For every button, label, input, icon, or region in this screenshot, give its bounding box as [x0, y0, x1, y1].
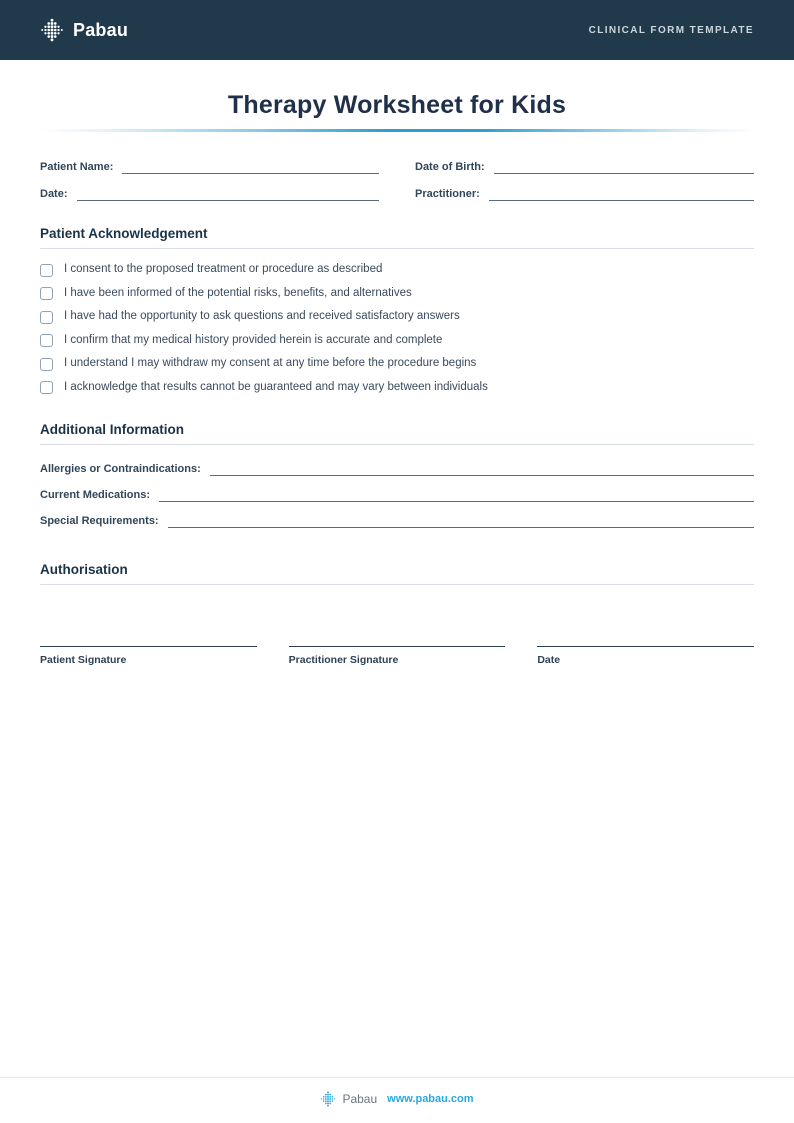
current-medications-input-line[interactable]: [159, 487, 754, 502]
field-practitioner: [415, 186, 754, 201]
field-label: Patient Name:: [40, 161, 114, 173]
checkbox-label: I acknowledge that results cannot be guaranteed and may vary between individuals: [64, 380, 488, 393]
checkbox-label: I understand I may withdraw my consent at any time before the procedure begins: [64, 357, 477, 370]
section-heading: Additional Information: [40, 422, 754, 445]
field-label: Date of Birth:: [415, 161, 485, 173]
date-signature-block: [537, 646, 754, 666]
checkbox[interactable]: [40, 381, 53, 394]
checkbox[interactable]: [40, 311, 53, 324]
checklist-item: [40, 263, 754, 277]
patient-name-input-line[interactable]: [122, 159, 379, 174]
checkbox[interactable]: [40, 264, 53, 277]
section-heading: Authorisation: [40, 562, 754, 585]
checkbox-label: I confirm that my medical history provided herein is accurate and complete: [64, 333, 443, 346]
field-patient-name: [40, 159, 379, 174]
section-additional-information: [40, 422, 754, 528]
checklist-item: [40, 334, 754, 348]
practitioner-signature-block: [289, 646, 506, 666]
footer-brand: [320, 1091, 377, 1107]
field-date: [40, 186, 379, 201]
checklist-item: [40, 310, 754, 324]
field-label: Current Medications:: [40, 488, 151, 501]
date-of-birth-input-line[interactable]: [494, 159, 754, 174]
checkbox-label: I consent to the proposed treatment or procedure as described: [64, 263, 383, 276]
date-input-line[interactable]: [77, 186, 379, 201]
signature-label: Patient Signature: [40, 653, 127, 666]
checkbox-label: I have had the opportunity to ask questions and received satisfactory answers: [64, 310, 460, 323]
checklist-item: [40, 381, 754, 395]
checkbox[interactable]: [40, 287, 53, 300]
patient-signature-block: [40, 646, 257, 666]
signature-date-line[interactable]: [537, 646, 754, 647]
brand: [40, 18, 128, 42]
pabau-logo-icon: [320, 1091, 336, 1107]
signature-row: [40, 646, 754, 666]
section-patient-acknowledgement: [40, 226, 754, 395]
section-heading: Patient Acknowledgement: [40, 226, 754, 249]
field-label: Special Requirements:: [40, 514, 159, 527]
field-current-medications: [40, 487, 754, 502]
field-label: Allergies or Contraindications:: [40, 462, 201, 475]
checkbox[interactable]: [40, 334, 53, 347]
field-special-requirements: [40, 513, 754, 528]
page-title: Therapy Worksheet for Kids: [227, 91, 567, 119]
signature-label: Practitioner Signature: [288, 653, 399, 666]
checklist-item: [40, 357, 754, 371]
template-badge: CLINICAL FORM TEMPLATE: [588, 24, 754, 36]
checklist-item: [40, 287, 754, 301]
allergies-input-line[interactable]: [210, 461, 754, 476]
field-label: Practitioner:: [415, 188, 480, 200]
header-bar: [0, 0, 794, 60]
special-requirements-input-line[interactable]: [168, 513, 754, 528]
brand-name: Pabau: [73, 19, 129, 40]
signature-label: Date: [537, 653, 561, 666]
checkbox[interactable]: [40, 358, 53, 371]
footer-brand-name: Pabau: [342, 1092, 378, 1106]
practitioner-input-line[interactable]: [489, 186, 754, 201]
patient-signature-line[interactable]: [40, 646, 257, 647]
field-label: Date:: [40, 188, 68, 200]
title-gradient-divider: [40, 129, 754, 132]
website-link[interactable]: www.pabau.com: [387, 1093, 474, 1105]
practitioner-signature-line[interactable]: [289, 646, 506, 647]
checkbox-label: I have been informed of the potential risks, benefits, and alternatives: [64, 286, 412, 299]
section-authorisation: [40, 562, 754, 666]
field-allergies: [40, 461, 754, 476]
form-content: [0, 91, 794, 666]
patient-fields: [40, 159, 754, 201]
footer: [0, 1077, 794, 1123]
pabau-logo-icon: [40, 18, 64, 42]
acknowledgement-checklist: [40, 263, 754, 395]
footer-content: [0, 1091, 794, 1107]
field-date-of-birth: [415, 159, 754, 174]
